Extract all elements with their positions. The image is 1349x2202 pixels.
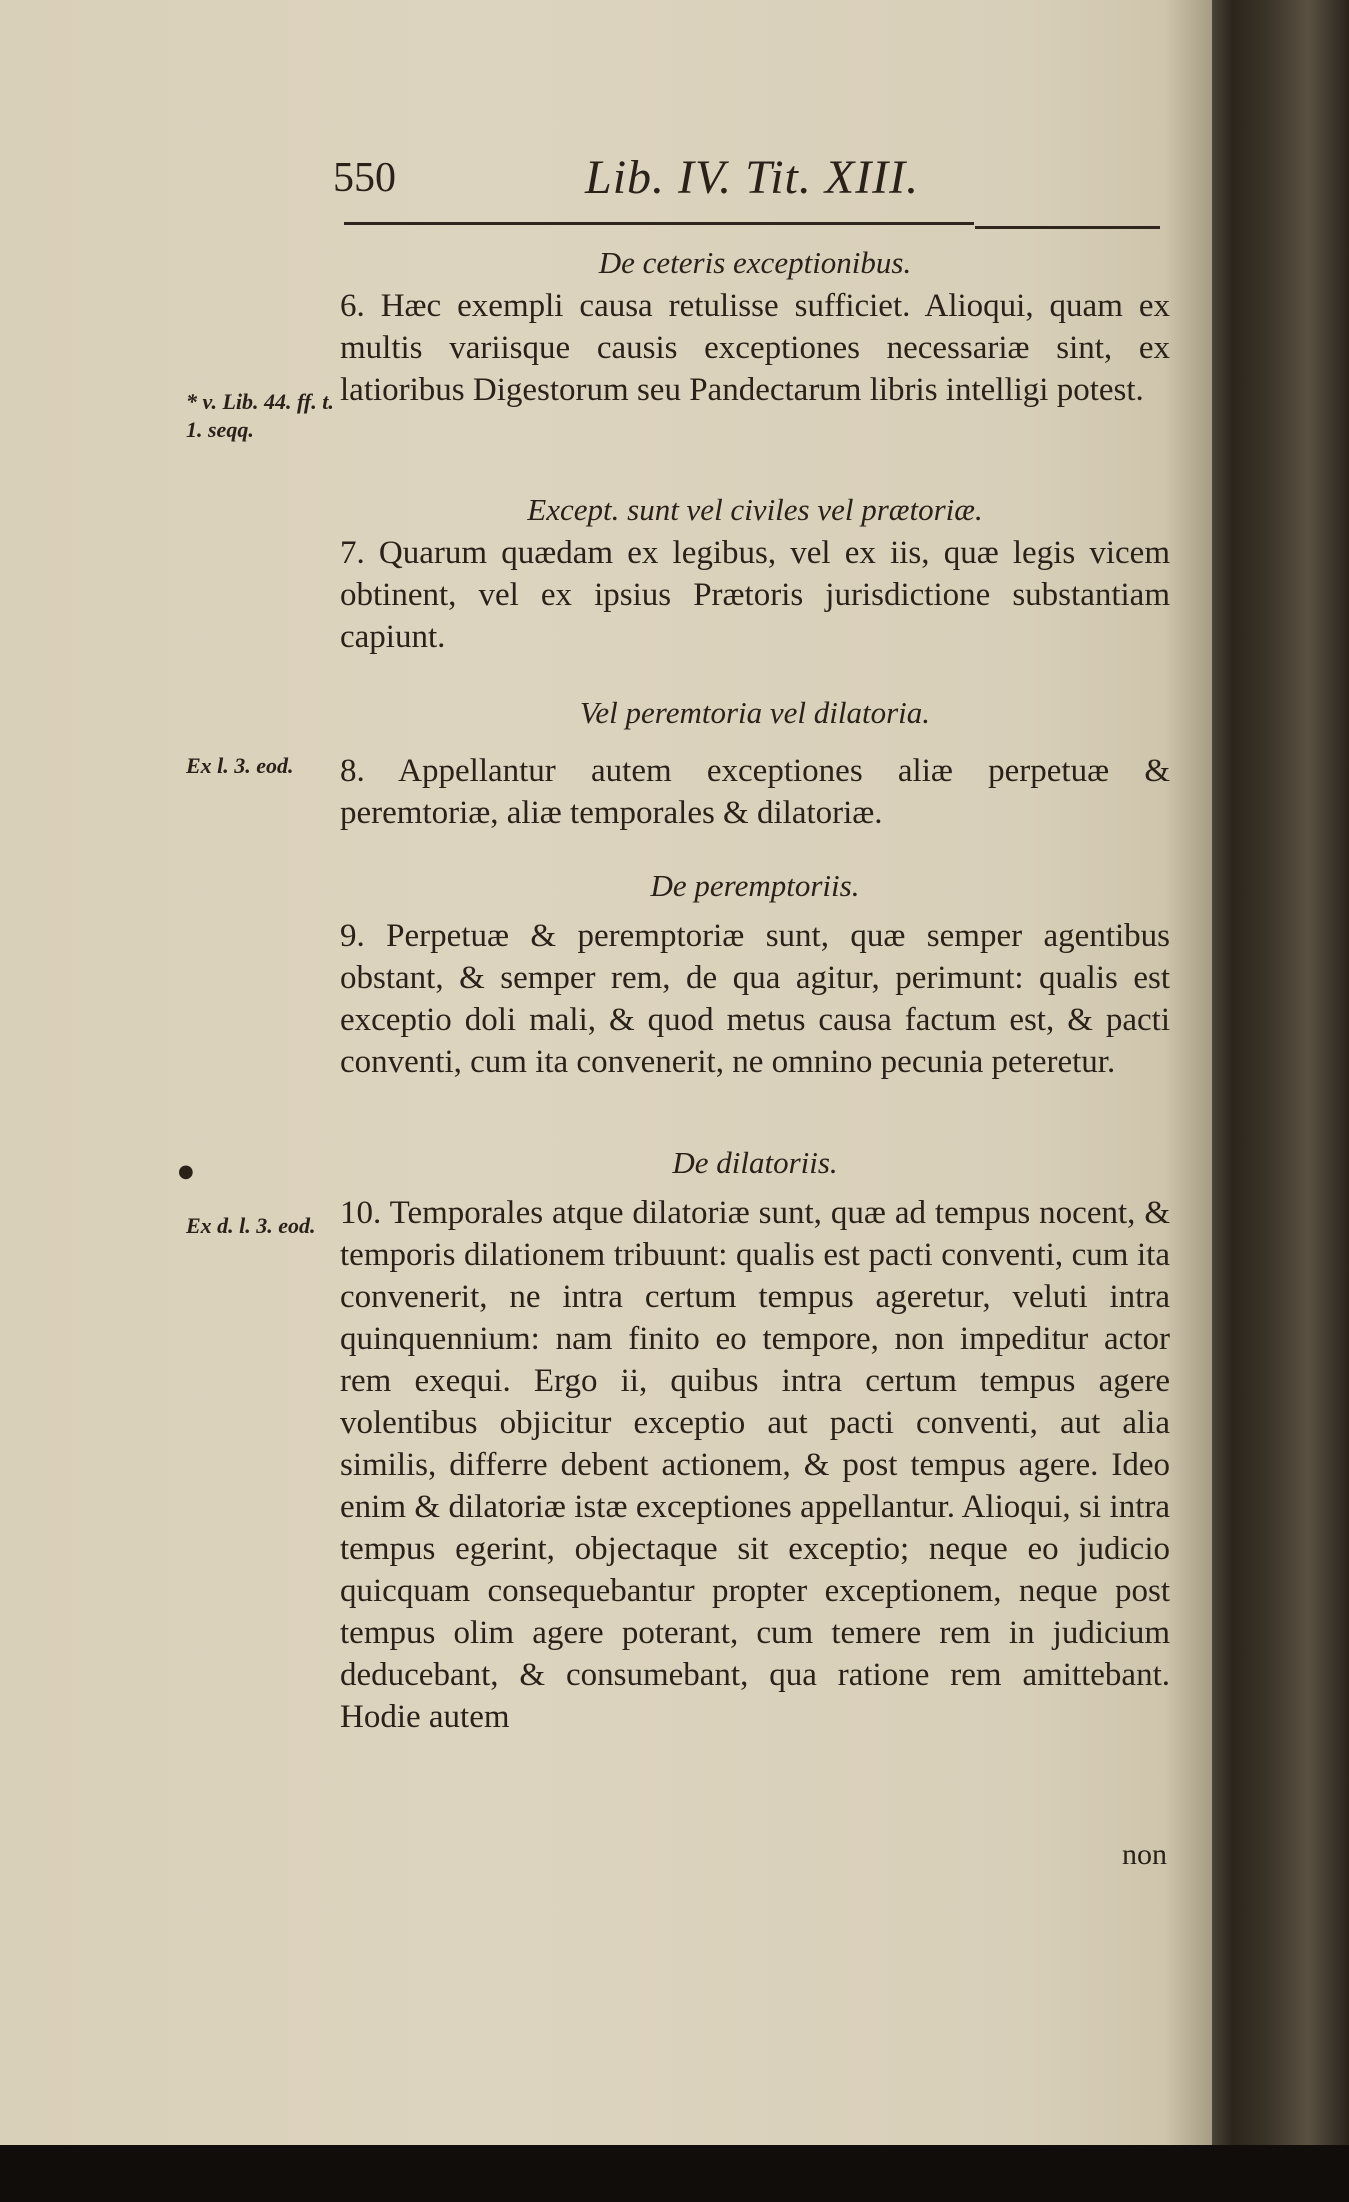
page-number: 550 bbox=[333, 155, 396, 201]
margin-note: * v. Lib. 44. ff. t. 1. seqq. bbox=[186, 389, 334, 442]
margin-note: Ex l. 3. eod. bbox=[186, 753, 294, 778]
margin-note: Ex d. l. 3. eod. bbox=[186, 1213, 316, 1238]
paragraph: 6. Hæc exempli causa retulisse sufficiet. Alioqui, quam ex multis variisque causis exceptiones necessariæ sint, ex latioribus Digestorum seu Pandectarum libris intelligi potest. bbox=[340, 288, 1170, 408]
page-header bbox=[0, 150, 1212, 210]
paragraph: 8. Appellantur autem exceptiones aliæ perpetuæ & peremtoriæ, aliæ temporales & dilatoriæ. bbox=[340, 753, 1170, 831]
section-heading: Except. sunt vel civiles vel prætoriæ. bbox=[527, 492, 983, 527]
running-title: Lib. IV. Tit. XIII. bbox=[585, 151, 920, 204]
section-heading: De peremptoriis. bbox=[650, 868, 860, 903]
header-rule bbox=[344, 222, 974, 225]
paragraph: 10. Temporales atque dilatoriæ sunt, quæ ad tempus nocent, & temporis dilationem tribuunt: qualis est pacti conventi, cum ita convenerit, ne intra certum tempus ageretur, veluti intra quinquennium: nam finito eo tempore, non impeditur actor rem exequi. Ergo ii, quibus intra certum tempus agere volentibus objicitur exceptio aut pacti conventi, aut alia similis, differre debent actionem, & post tempus agere. Ideo enim & dilatoriæ istæ exceptiones appellantur. Alioqui, si intra tempus egerint, objectaque sit exceptio; neque eo judicio quicquam consequebantur propter exceptionem, neque post tempus olim agere poterant, cum temere rem in judicium deducebant, & consumebant, qua ratione rem amittebant. Hodie autem bbox=[340, 1195, 1170, 1735]
section-heading: Vel peremtoria vel dilatoria. bbox=[579, 695, 931, 730]
header-rule-right bbox=[975, 226, 1160, 229]
book-edge bbox=[1212, 0, 1349, 2145]
scan-background bbox=[0, 2145, 1349, 2202]
section-heading: De ceteris exceptionibus. bbox=[598, 245, 912, 280]
paragraph: 7. Quarum quædam ex legibus, vel ex iis, quæ legis vicem obtinent, vel ex ipsius Prætoris jurisdictione substantiam capiunt. bbox=[340, 535, 1170, 655]
paragraph: 9. Perpetuæ & peremptoriæ sunt, quæ semper agentibus obstant, & semper rem, de qua agitur, perimunt: qualis est exceptio doli mali, & quod metus causa factum est, & pacti conventi, cum ita convenerit, ne omnino pecunia peteretur. bbox=[340, 918, 1170, 1080]
catchword: non bbox=[1122, 1838, 1167, 1871]
section-heading: De dilatoriis. bbox=[672, 1145, 838, 1180]
margin-bullet-icon: ● bbox=[178, 1161, 194, 1182]
